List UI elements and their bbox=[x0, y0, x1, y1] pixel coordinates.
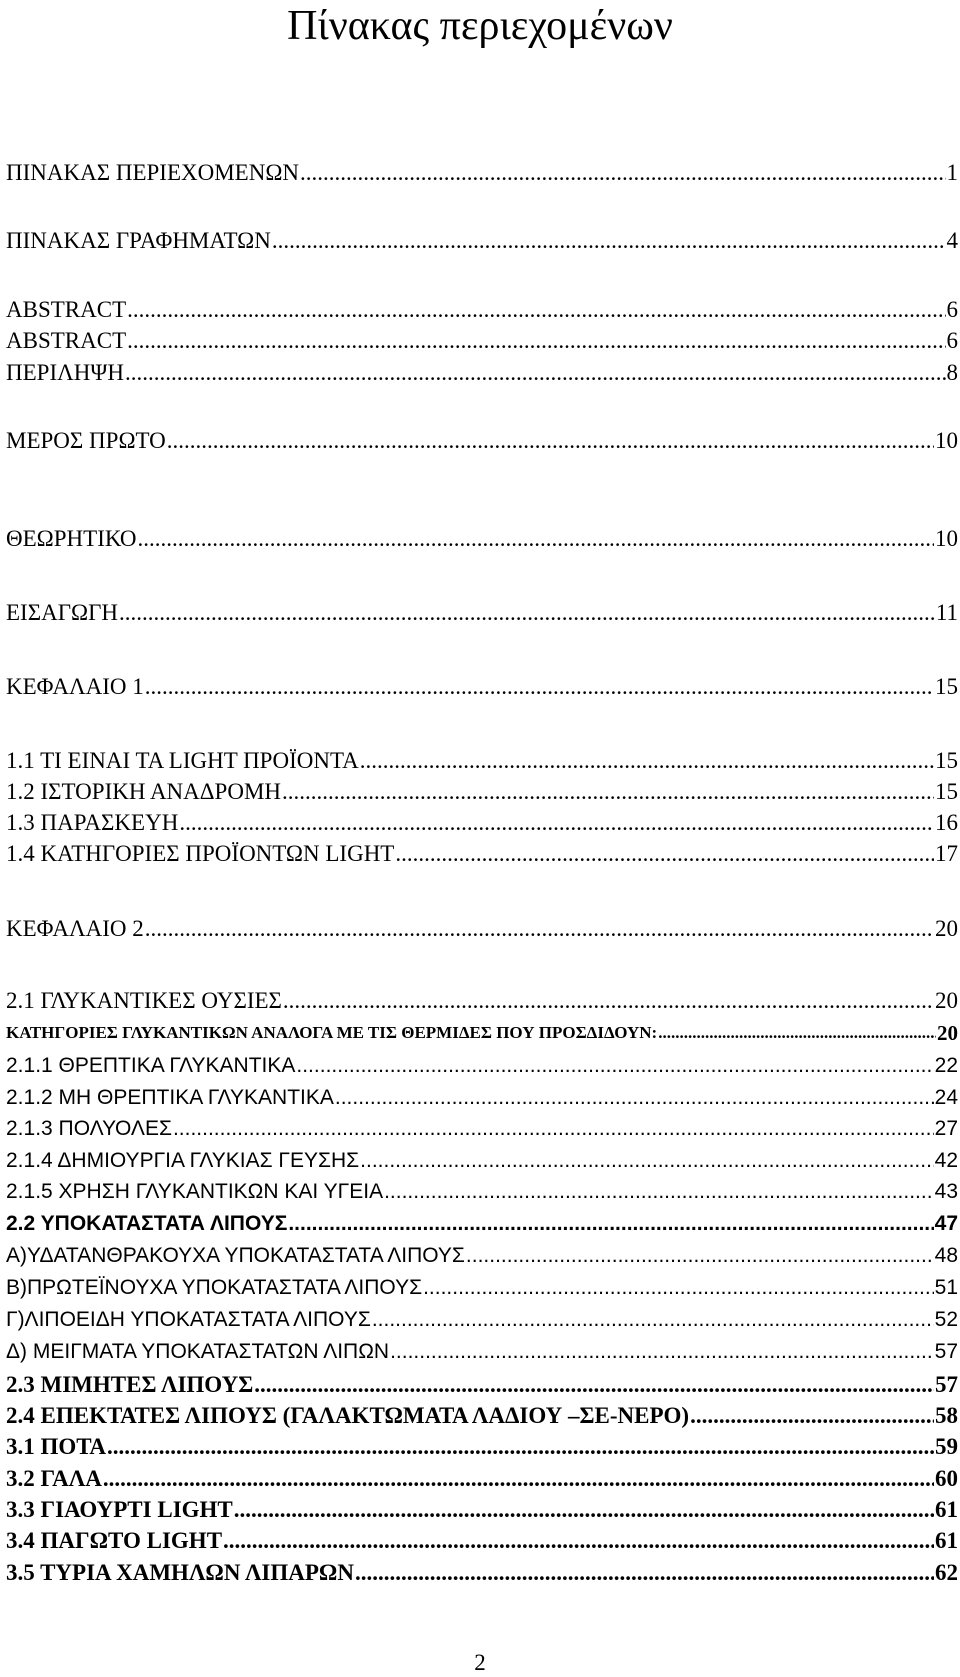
toc-entry-page: 20 bbox=[935, 988, 958, 1013]
toc-entry-label: Δ) ΜΕΙΓΜΑΤΑ ΥΠΟΚΑΤΑΣΤΑΤΩΝ ΛΙΠΩΝ bbox=[6, 1340, 390, 1363]
toc-entry-label: ΚΕΦΑΛΑΙΟ 1 bbox=[6, 674, 144, 699]
dot-leader bbox=[234, 1497, 934, 1523]
dot-leader bbox=[138, 526, 935, 552]
dot-leader bbox=[360, 748, 934, 774]
dot-leader bbox=[119, 600, 935, 626]
toc-entry-page: 58 bbox=[935, 1403, 958, 1428]
toc-entry-page: 10 bbox=[935, 428, 958, 453]
toc-entry-page: 42 bbox=[934, 1149, 958, 1172]
toc-entry-label: 2.1.4 ΔΗΜΙΟΥΡΓΙΑ ΓΛΥΚΙΑΣ ΓΕΥΣΗΣ bbox=[6, 1149, 360, 1172]
toc-entry[interactable] bbox=[6, 1148, 958, 1173]
toc-entry-label: ΕΙΣΑΓΩΓΗ bbox=[6, 600, 119, 625]
dot-leader bbox=[288, 1211, 933, 1236]
toc-entry[interactable] bbox=[6, 1497, 958, 1523]
dot-leader bbox=[145, 674, 934, 700]
toc-entry-page: 11 bbox=[935, 600, 958, 625]
dot-leader bbox=[335, 1085, 934, 1110]
dot-leader bbox=[223, 1528, 934, 1554]
toc-entry[interactable] bbox=[6, 228, 958, 254]
dot-leader bbox=[125, 360, 946, 386]
toc-entry-page: 20 bbox=[937, 1021, 958, 1045]
dot-leader bbox=[658, 1021, 936, 1045]
page-number: 2 bbox=[474, 1650, 486, 1675]
toc-entry[interactable] bbox=[6, 916, 958, 942]
toc-entry[interactable] bbox=[6, 600, 958, 626]
toc-entry[interactable] bbox=[6, 1243, 958, 1268]
toc-entry-label: ΘΕΩΡΗΤΙΚΟ bbox=[6, 526, 137, 551]
dot-leader bbox=[145, 916, 934, 942]
toc-entry[interactable] bbox=[6, 328, 958, 354]
toc-entry-page: 10 bbox=[935, 526, 958, 551]
toc-entry-page: 52 bbox=[934, 1308, 958, 1331]
dot-leader bbox=[466, 1243, 934, 1268]
toc-entry[interactable] bbox=[6, 1434, 958, 1460]
dot-leader bbox=[127, 328, 945, 354]
toc-entry-label: 2.2 ΥΠΟΚΑΤΑΣΤΑΤΑ ΛΙΠΟΥΣ bbox=[6, 1212, 288, 1235]
toc-entry-label: 1.1 ΤΙ ΕΙΝΑΙ ΤΑ LIGHT ΠΡΟΪΟΝΤΑ bbox=[6, 748, 359, 773]
toc-entry[interactable] bbox=[6, 1403, 958, 1429]
toc-entry-label: 1.2 ΙΣΤΟΡΙΚΗ ΑΝΑΔΡΟΜΗ bbox=[6, 779, 282, 804]
toc-entry-label: Α)ΥΔΑΤΑΝΘΡΑΚΟΥΧΑ ΥΠΟΚΑΤΑΣΤΑΤΑ ΛΙΠΟΥΣ bbox=[6, 1244, 465, 1267]
toc-entry[interactable] bbox=[6, 1179, 958, 1204]
dot-leader bbox=[179, 810, 934, 836]
toc-entry-page: 16 bbox=[935, 810, 958, 835]
toc-entry[interactable] bbox=[6, 360, 958, 386]
toc-entry[interactable] bbox=[6, 1528, 958, 1554]
toc-entry-page: 8 bbox=[946, 360, 958, 385]
dot-leader bbox=[296, 1053, 933, 1078]
toc-entry-page: 43 bbox=[934, 1180, 958, 1203]
toc-entry[interactable] bbox=[6, 1339, 958, 1364]
toc-entry-label: 3.3 ΓΙΑΟΥΡΤΙ LIGHT bbox=[6, 1497, 233, 1522]
toc-entry-page: 6 bbox=[946, 297, 958, 322]
toc-entry-label: ΚΑΤΗΓΟΡΙΕΣ ΓΛΥΚΑΝΤΙΚΩΝ ΑΝΑΛΟΓΑ ΜΕ ΤΙΣ ΘΕΡΜΙΔΕΣ ΠΟΥ ΠΡΟΣΔΙΔΟΥΝ: bbox=[6, 1023, 658, 1042]
dot-leader bbox=[272, 228, 946, 254]
toc-entry-page: 15 bbox=[935, 748, 958, 773]
toc-entry[interactable] bbox=[6, 674, 958, 700]
toc-entry-label: ABSTRACT bbox=[6, 328, 127, 353]
toc-entry-page: 22 bbox=[934, 1054, 958, 1077]
toc-entry-label: ΚΕΦΑΛΑΙΟ 2 bbox=[6, 916, 144, 941]
dot-leader bbox=[690, 1403, 934, 1429]
toc-entry[interactable] bbox=[6, 810, 958, 836]
toc-entry-label: 3.4 ΠΑΓΩΤΟ LIGHT bbox=[6, 1528, 223, 1553]
toc-entry-page: 1 bbox=[946, 160, 958, 185]
toc-entry[interactable] bbox=[6, 1021, 958, 1045]
toc-entry-label: 2.1.2 ΜΗ ΘΡΕΠΤΙΚΑ ΓΛΥΚΑΝΤΙΚΑ bbox=[6, 1086, 334, 1109]
dot-leader bbox=[127, 297, 945, 323]
toc-entry-label: 2.1 ΓΛΥΚΑΝΤΙΚΕΣ ΟΥΣΙΕΣ bbox=[6, 988, 282, 1013]
toc-entry-label: 3.5 ΤΥΡΙΑ ΧΑΜΗΛΩΝ ΛΙΠΑΡΩΝ bbox=[6, 1560, 354, 1585]
toc-entry-label: ΜΕΡΟΣ ΠΡΩΤΟ bbox=[6, 428, 166, 453]
dot-leader bbox=[167, 428, 934, 454]
dot-leader bbox=[300, 160, 945, 186]
toc-entry-page: 47 bbox=[934, 1212, 958, 1235]
dot-leader bbox=[395, 841, 934, 867]
toc-entry[interactable] bbox=[6, 526, 958, 552]
toc-entry-label: 2.1.1 ΘΡΕΠΤΙΚΑ ΓΛΥΚΑΝΤΙΚΑ bbox=[6, 1054, 296, 1077]
toc-entry-label: 2.1.5 ΧΡΗΣΗ ΓΛΥΚΑΝΤΙΚΩΝ ΚΑΙ ΥΓΕΙΑ bbox=[6, 1180, 384, 1203]
toc-entry-label: Β)ΠΡΩΤΕΪΝΟΥΧΑ ΥΠΟΚΑΤΑΣΤΑΤΑ ΛΙΠΟΥΣ bbox=[6, 1276, 423, 1299]
toc-entry-page: 61 bbox=[935, 1528, 958, 1553]
toc-entry-page: 60 bbox=[935, 1466, 958, 1491]
toc-entry-page: 4 bbox=[946, 228, 958, 253]
toc-entry-label: 3.2 ΓΑΛΑ bbox=[6, 1466, 102, 1491]
toc-entry-label: ΠΕΡΙΛΗΨΗ bbox=[6, 360, 124, 385]
toc-entry-label: 1.4 ΚΑΤΗΓΟΡΙΕΣ ΠΡΟΪΟΝΤΩΝ LIGHT bbox=[6, 841, 395, 866]
toc-entry-label: Γ)ΛΙΠΟΕΙΔΗ ΥΠΟΚΑΤΑΣΤΑΤΑ ΛΙΠΟΥΣ bbox=[6, 1308, 371, 1331]
toc-entry-page: 24 bbox=[934, 1086, 958, 1109]
toc-entry-page: 6 bbox=[946, 328, 958, 353]
dot-leader bbox=[283, 988, 934, 1014]
dot-leader bbox=[360, 1148, 933, 1173]
toc-entry-page: 61 bbox=[935, 1497, 958, 1522]
toc-entry[interactable] bbox=[6, 988, 958, 1014]
toc-entry[interactable] bbox=[6, 1275, 958, 1300]
toc-entry[interactable] bbox=[6, 297, 958, 323]
dot-leader bbox=[384, 1179, 934, 1204]
toc-entry[interactable] bbox=[6, 779, 958, 805]
toc-entry-label: ΠΙΝΑΚΑΣ ΓΡΑΦΗΜΑΤΩΝ bbox=[6, 228, 271, 253]
dot-leader bbox=[282, 779, 934, 805]
toc-entry[interactable] bbox=[6, 1466, 958, 1492]
dot-leader bbox=[372, 1307, 934, 1332]
toc-entry-label: 3.1 ΠΟΤΑ bbox=[6, 1434, 106, 1459]
toc-entry-label: ΠΙΝΑΚΑΣ ΠΕΡΙΕΧΟΜΕΝΩΝ bbox=[6, 160, 300, 185]
dot-leader bbox=[103, 1466, 934, 1492]
dot-leader bbox=[107, 1434, 934, 1460]
toc-entry-page: 62 bbox=[935, 1560, 958, 1585]
toc-entry-page: 57 bbox=[934, 1340, 958, 1363]
dot-leader bbox=[390, 1339, 934, 1364]
toc-entry[interactable] bbox=[6, 1053, 958, 1078]
toc-entry-page: 20 bbox=[935, 916, 958, 941]
page-title: Πίνακας περιεχομένων bbox=[287, 3, 673, 49]
toc-entry-page: 48 bbox=[934, 1244, 958, 1267]
toc-entry-page: 15 bbox=[935, 779, 958, 804]
toc-entry[interactable] bbox=[6, 1372, 958, 1398]
toc-entry[interactable] bbox=[6, 1307, 958, 1332]
toc-entry[interactable] bbox=[6, 1211, 958, 1236]
toc-entry-label: 2.4 ΕΠΕΚΤΑΤΕΣ ΛΙΠΟΥΣ (ΓΑΛΑΚΤΩΜΑΤΑ ΛΑΔΙΟΥ –ΣΕ-ΝΕΡΟ) bbox=[6, 1403, 690, 1428]
dot-leader bbox=[423, 1275, 934, 1300]
toc-entry-page: 17 bbox=[935, 841, 958, 866]
toc-entry-page: 15 bbox=[935, 674, 958, 699]
toc-entry-label: 2.3 ΜΙΜΗΤΕΣ ΛΙΠΟΥΣ bbox=[6, 1372, 254, 1397]
toc-entry[interactable] bbox=[6, 160, 958, 186]
toc-entry-page: 51 bbox=[934, 1276, 958, 1299]
toc-entry-page: 57 bbox=[935, 1372, 958, 1397]
toc-entry-page: 27 bbox=[934, 1117, 958, 1140]
toc-entry-page: 59 bbox=[935, 1434, 958, 1459]
dot-leader bbox=[173, 1116, 934, 1141]
toc-entry-label: 1.3 ΠΑΡΑΣΚΕΥΗ bbox=[6, 810, 179, 835]
toc-entry[interactable] bbox=[6, 841, 958, 867]
toc-entry[interactable] bbox=[6, 748, 958, 774]
toc-entry[interactable] bbox=[6, 1116, 958, 1141]
toc-entry[interactable] bbox=[6, 428, 958, 454]
toc-entry[interactable] bbox=[6, 1085, 958, 1110]
dot-leader bbox=[254, 1372, 934, 1398]
toc-entry-label: ABSTRACT bbox=[6, 297, 127, 322]
dot-leader bbox=[355, 1560, 934, 1586]
toc-entry-label: 2.1.3 ΠΟΛΥΟΛΕΣ bbox=[6, 1117, 172, 1140]
toc-entry[interactable] bbox=[6, 1560, 958, 1586]
